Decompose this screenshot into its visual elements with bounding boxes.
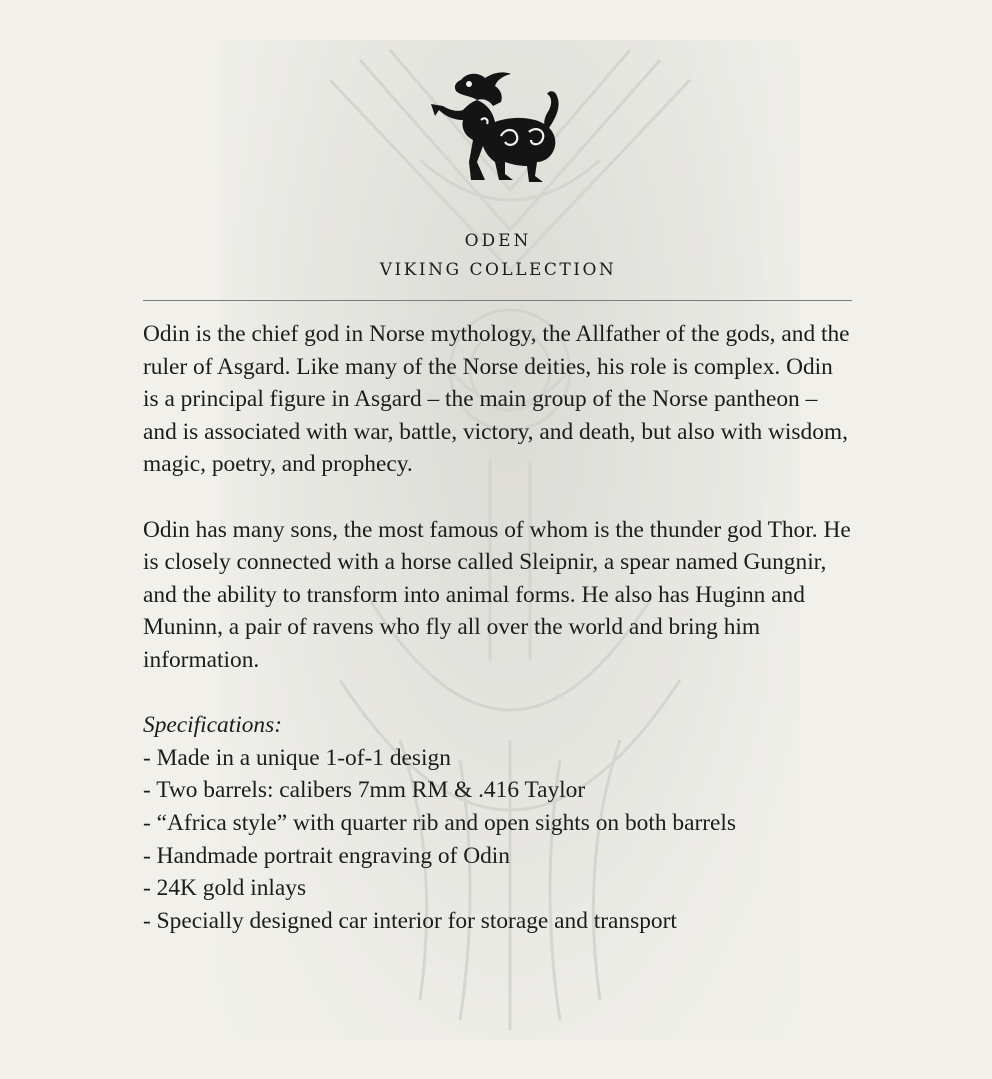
norse-beast-icon (431, 66, 567, 186)
specifications-heading: Specifications: (143, 712, 283, 739)
spec-item: - Handmade portrait engraving of Odin (143, 842, 510, 869)
specifications (143, 709, 853, 937)
paragraph-odin-sons: Odin has many sons, the most famous of whom is the thunder god Thor. He is closely connected with a horse called Sleipnir, a spear named Gungnir, and the ability to transform into animal forms. He also has Huginn and Muninn, a pair of ravens who fly all over the world and bring him information. (143, 516, 851, 673)
paragraph-odin-overview: Odin is the chief god in Norse mythology, the Allfather of the gods, and the ruler of Asgard. Like many of the Norse deities, his role is complex. Odin is a principal figure in Asgard – the main group of the Norse pantheon – and is associated with war, battle, victory, and death, but also with wisdom, magic, poetry, and prophecy. (143, 321, 850, 478)
collection-subtitle: VIKING COLLECTION (379, 260, 617, 280)
spec-item: - Made in a unique 1-of-1 design (143, 744, 451, 771)
spec-item: - Two barrels: calibers 7mm RM & .416 Taylor (143, 777, 586, 804)
product-title: ODEN (464, 231, 532, 251)
specifications-list (143, 742, 853, 938)
spec-item: - Specially designed car interior for storage and transport (143, 907, 677, 934)
divider (143, 300, 852, 301)
spec-item: - “Africa style” with quarter rib and open sights on both barrels (143, 809, 737, 836)
description-body (143, 318, 853, 937)
spec-item: - 24K gold inlays (143, 875, 307, 902)
